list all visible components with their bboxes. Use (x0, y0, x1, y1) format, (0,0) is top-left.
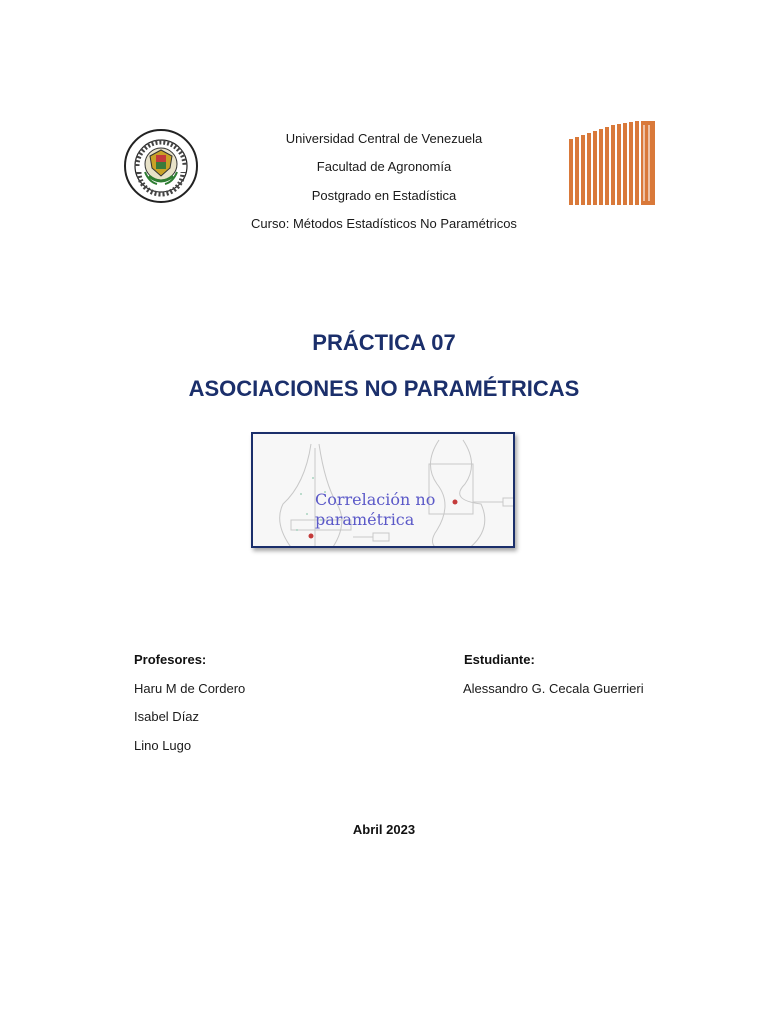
faculty-name: Facultad de Agronomía (316, 159, 452, 174)
student-name: Alessandro G. Cecala Guerrieri (463, 681, 644, 696)
practice-subtitle: ASOCIACIONES NO PARAMÉTRICAS (188, 376, 580, 401)
course-name: Curso: Métodos Estadísticos No Paramétricos (251, 216, 517, 231)
student-label: Estudiante: (464, 652, 535, 667)
cover-caption (315, 490, 435, 530)
practice-title: PRÁCTICA 07 (312, 330, 456, 355)
cover-image (251, 432, 515, 548)
professor-name: Isabel Díaz (134, 709, 200, 724)
professor-name: Lino Lugo (134, 738, 192, 753)
university-name: Universidad Central de Venezuela (285, 131, 483, 146)
cover-caption-line-2: paramétrica (315, 510, 415, 529)
program-name: Postgrado en Estadística (311, 188, 457, 203)
professors-label: Profesores: (134, 652, 207, 667)
document-date: Abril 2023 (352, 822, 416, 837)
professor-name: Haru M de Cordero (134, 681, 246, 696)
cover-caption-line-1: Correlación no (315, 490, 436, 509)
